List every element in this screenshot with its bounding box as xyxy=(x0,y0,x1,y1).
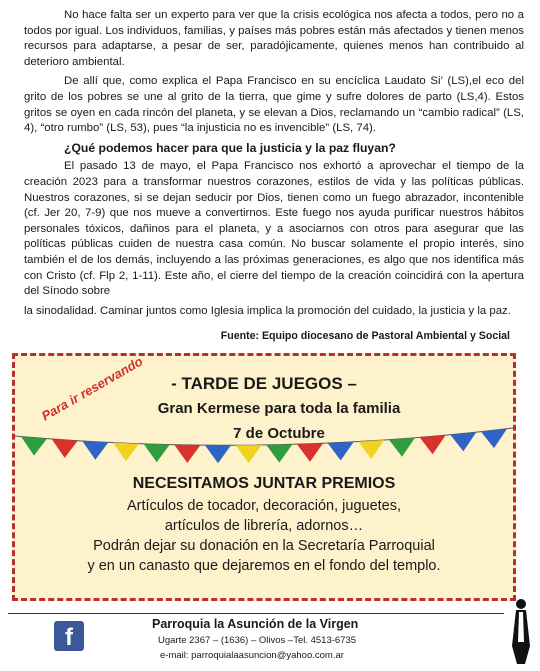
bunting-flag xyxy=(82,441,108,460)
prizes-details xyxy=(15,496,513,576)
bunting-flag xyxy=(205,445,231,463)
kermese-flyer xyxy=(12,353,516,601)
flyer-date: 7 de Octubre xyxy=(233,425,325,442)
bunting-flag xyxy=(420,435,446,454)
bunting-flag xyxy=(389,438,415,457)
paragraph-2: De allí que, como explica el Papa Francisco en su encíclica Laudato Si’ (LS),el eco del grito de los pobres se une al grito de la tierra, que gime y sufre dolores de parto (LS,4). Estos gritos se oyen en cada rincón del planeta, y se elevan a Dios, reclamando un “cambio radical” (LS, 4), “otro rumbo” (LS, 53), pues “la injusticia no es invencible” (LS, 74). xyxy=(24,75,524,135)
paragraph-3: El pasado 13 de mayo, el Papa Francisco nos exhortó a aprovechar el tiempo de la creación 2023 para a transformar nuestros corazones, estilos de vida y las políticas públicas. Nuestros corazones, si se dejan seducir por Dios, tienen como un fuego abrazador, incontenible (cf. Jer 20, 7-9) que nos mueve a convertirnos. Este fuego nos ayuda purificar nuestros hábitos personales tóxicos, dañinos para el planeta, y a asociarnos con otros para asegurar que las políticas públicas cuiden de nuestra casa común. No buscar solamente el propio interés, sino también el de los demás, incluyendo a las próximas generaciones, es algo que nos identifica más con Cristo (cf. Flp 2, 1-11). Este año, el cierre del tiempo de la creación coincidirá con la apertura del Sínodo sobre xyxy=(24,160,524,298)
virgin-mary-figure-icon xyxy=(508,596,534,666)
article xyxy=(24,8,524,323)
reserve-ribbon-text: Para ir reservando xyxy=(38,353,146,424)
bunting-flag xyxy=(52,439,78,458)
parish-email[interactable]: e-mail: parroquialaasuncion@yahoo.com.ar xyxy=(160,650,344,661)
bunting-flag xyxy=(266,444,292,462)
paragraph-4: la sinodalidad. Caminar juntos como Iglesia implica la promoción del cuidado, la justicia y la paz. xyxy=(24,304,511,317)
paragraph-1: No hace falta ser un experto para ver que la crisis ecológica nos afecta a todos, pero no a todos por igual. Los individuos, familias, y países más pobres están más afectados y tienen menos recursos para adaptarse, a pesar de ser, paradójicamente, quienes menos han contribuido al deterioro ambiental. xyxy=(24,9,524,68)
bunting-flag xyxy=(297,443,323,461)
bunting-flag xyxy=(358,440,384,459)
source-credit: Fuente: Equipo diocesano de Pastoral Ambiental y Social xyxy=(220,330,510,342)
parish-name: Parroquia la Asunción de la Virgen xyxy=(152,617,359,631)
facebook-icon[interactable]: f xyxy=(54,621,84,651)
bunting-flag xyxy=(144,444,170,462)
flyer-subtitle: Gran Kermese para toda la familia xyxy=(157,400,401,417)
bunting-flag xyxy=(21,437,47,456)
bunting-flag xyxy=(450,432,476,451)
parish-address: Ugarte 2367 – (1636) – Olivos –Tel. 4513-6735 xyxy=(158,635,357,646)
prizes-line-3: Podrán dejar su donación en la Secretaría Parroquial xyxy=(93,538,435,554)
section-heading: ¿Qué podemos hacer para que la justicia y la paz fluyan? xyxy=(64,140,396,155)
bunting-flag xyxy=(174,445,200,463)
prizes-line-2: artículos de librería, adornos… xyxy=(164,518,364,534)
footer-divider xyxy=(8,613,504,614)
bunting-flag xyxy=(113,443,139,462)
bunting-flag xyxy=(236,445,262,463)
prizes-line-1: Artículos de tocador, decoración, juguetes, xyxy=(126,498,402,514)
bunting-flag xyxy=(481,429,507,448)
flyer-title: - TARDE DE JUEGOS – xyxy=(171,374,357,393)
bunting-garland xyxy=(15,426,513,476)
bunting-flag xyxy=(328,442,354,461)
prizes-line-4: y en un canasto que dejaremos en el fondo del templo. xyxy=(87,558,441,574)
prizes-heading: NECESITAMOS JUNTAR PREMIOS xyxy=(132,475,396,492)
